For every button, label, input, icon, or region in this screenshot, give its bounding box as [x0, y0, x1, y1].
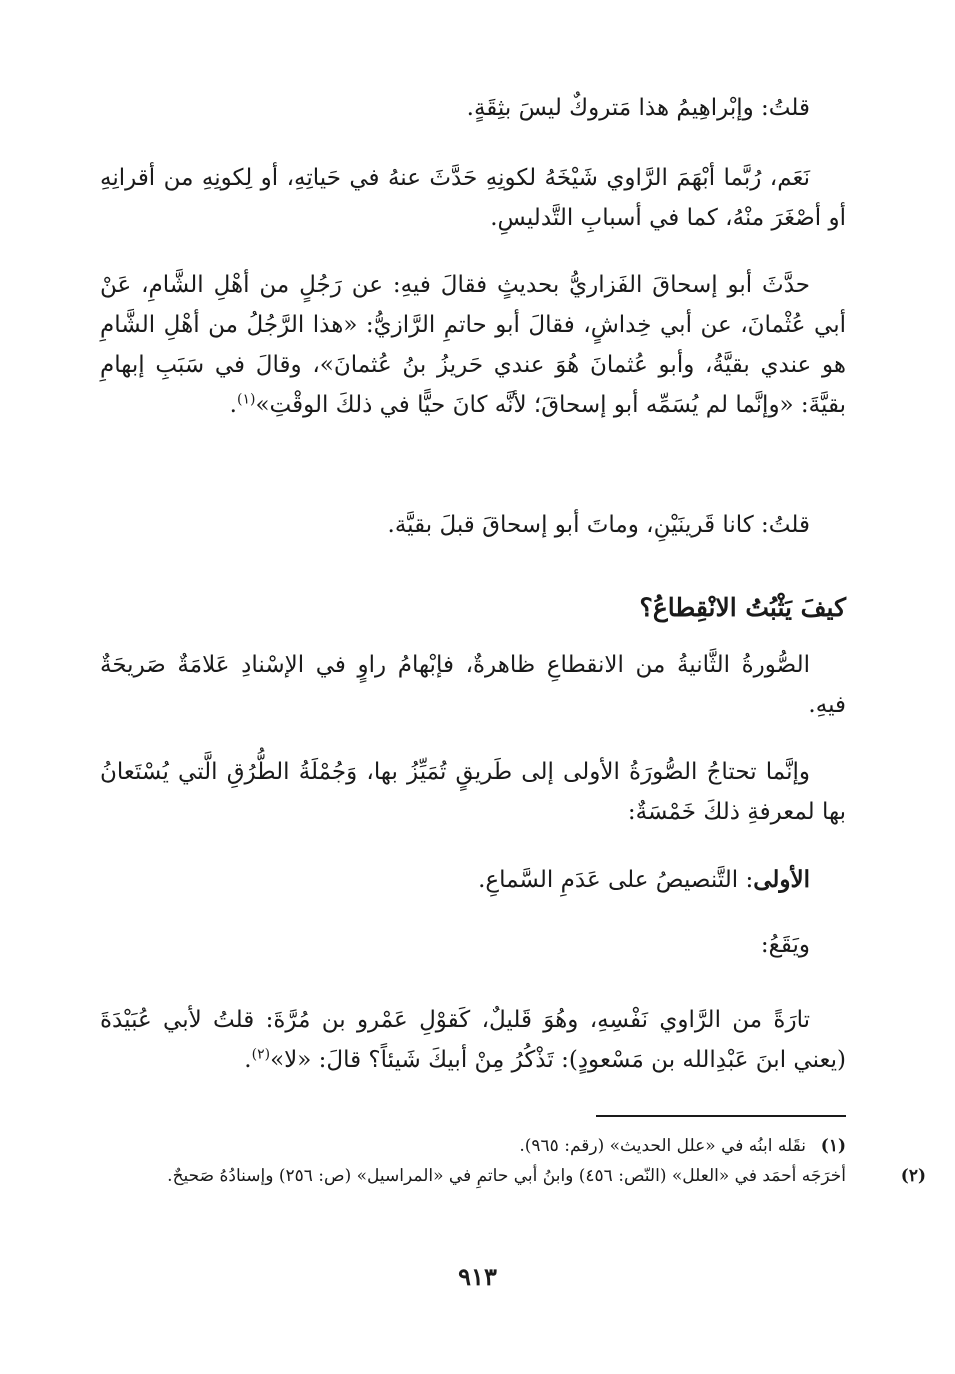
paragraph-5-text: الصُّورةُ الثَّانيةُ من الانقطاعِ ظاهرةٌ، فإبْهامُ راوٍ في الإسْنادِ عَلامَةٌ صَريحَةٌ فيهِ. — [100, 652, 846, 718]
paragraph-9-text: تارَةً من الرَّاوي نَفْسِهِ، وهُوَ قَليلٌ، كَقوْلِ عَمْرو بن مُرَّةَ: قلتُ لأبي عُبَيْدَةَ (يعني ابنَ عَبْدِالله بن مَسْعودٍ): تَذْكُرُ مِنْ أبيكَ شَيئاً؟ قالَ: «لا» — [100, 1007, 846, 1073]
paragraph-2-text: نَعَم، رُبَّما أبْهَمَ الرَّاوي شَيْخَهُ لكونِهِ حَدَّثَ عنهُ في حَياتِهِ، أو لِكونِهِ من أقرانِهِ أو أصْغَرَ منْهُ، كما في أسبابِ التَّدليسِ. — [100, 165, 846, 231]
paragraph-6 — [100, 752, 846, 832]
footnote-1 — [100, 1133, 846, 1160]
paragraph-4-text: قلتُ: كانا قَرينَيْنِ، وماتَ أبو إسحاقَ قبلَ بقيَّة. — [387, 512, 810, 538]
footnote-ref-1[interactable]: (١) — [236, 391, 256, 408]
paragraph-2 — [100, 158, 846, 238]
footnote-1-text: نقَله ابنُه في «علل الحديث» (رقم: ٩٦٥). — [519, 1136, 806, 1156]
paragraph-8-text: ويَقَعُ: — [760, 932, 810, 958]
paragraph-1-text: قلتُ: وإبْراهِيمُ هذا مَتروكٌ ليسَ بثِقَةٍ. — [466, 95, 810, 121]
first-method-label: الأولى — [753, 866, 810, 893]
paragraph-3-text: حدَّثَ أبو إسحاقَ الفَزاريُّ بحديثٍ فقالَ فيهِ: عن رَجُلٍ من أهْلِ الشَّامِ، عَنْ أبي عُثْمانَ، عن أبي خِداشٍ، فقالَ أبو حاتمِ الرَّازيُّ: «هذا الرَّجُلُ من أهْلِ الشَّامِ هو عندي بقيَّةُ، وأبو عُثمانَ هُوَ عندي حَريزُ بنُ عُثمانَ»، وقالَ في سَبَبِ إبهامِ بقيَّةَ: «وإنَّما لم يُسَمِّه أبو إسحاقَ؛ لأنَّه كانَ حيًّا في ذلكَ الوقْتِ» — [100, 272, 846, 418]
paragraph-6-text: وإنَّما تحتاجُ الصُّورَةُ الأولى إلى طَريقٍ تُمَيِّزُ بها، وَجُمْلَةُ الطُّرُقِ الَّتي يُسْتَعانُ بها لمعرفةِ ذلكَ خَمْسَةٌ: — [100, 759, 846, 825]
paragraph-5 — [100, 645, 846, 725]
footnote-2-text: أخرَجَه أحمَد في «العلل» (النّص: ٤٥٦) وابنُ أبي حاتمِ في «المراسيل» (ص: ٢٥٦) وإسنادُهُ صَحيحٌ. — [167, 1166, 846, 1186]
paragraph-8 — [100, 925, 846, 965]
paragraph-3-end: . — [229, 392, 237, 418]
section-heading: كيفَ يَثْبُتُ الانْقِطاعُ؟ — [639, 593, 846, 622]
footnote-2-number: (٢) — [900, 1166, 926, 1186]
page-number: ٩١٣ — [458, 1262, 497, 1291]
paragraph-7 — [100, 860, 846, 900]
footnote-2 — [100, 1163, 926, 1190]
footnote-ref-2[interactable]: (٢) — [251, 1046, 271, 1063]
paragraph-1 — [100, 88, 846, 128]
paragraph-9 — [100, 1000, 846, 1080]
footnote-1-number: (١) — [820, 1136, 846, 1156]
footnote-divider — [596, 1115, 846, 1117]
paragraph-9-end: . — [244, 1047, 252, 1073]
paragraph-3 — [100, 265, 846, 425]
paragraph-7-text: : التَّنصيصُ على عَدَمِ السَّماعِ. — [478, 867, 754, 893]
paragraph-4 — [100, 505, 846, 545]
